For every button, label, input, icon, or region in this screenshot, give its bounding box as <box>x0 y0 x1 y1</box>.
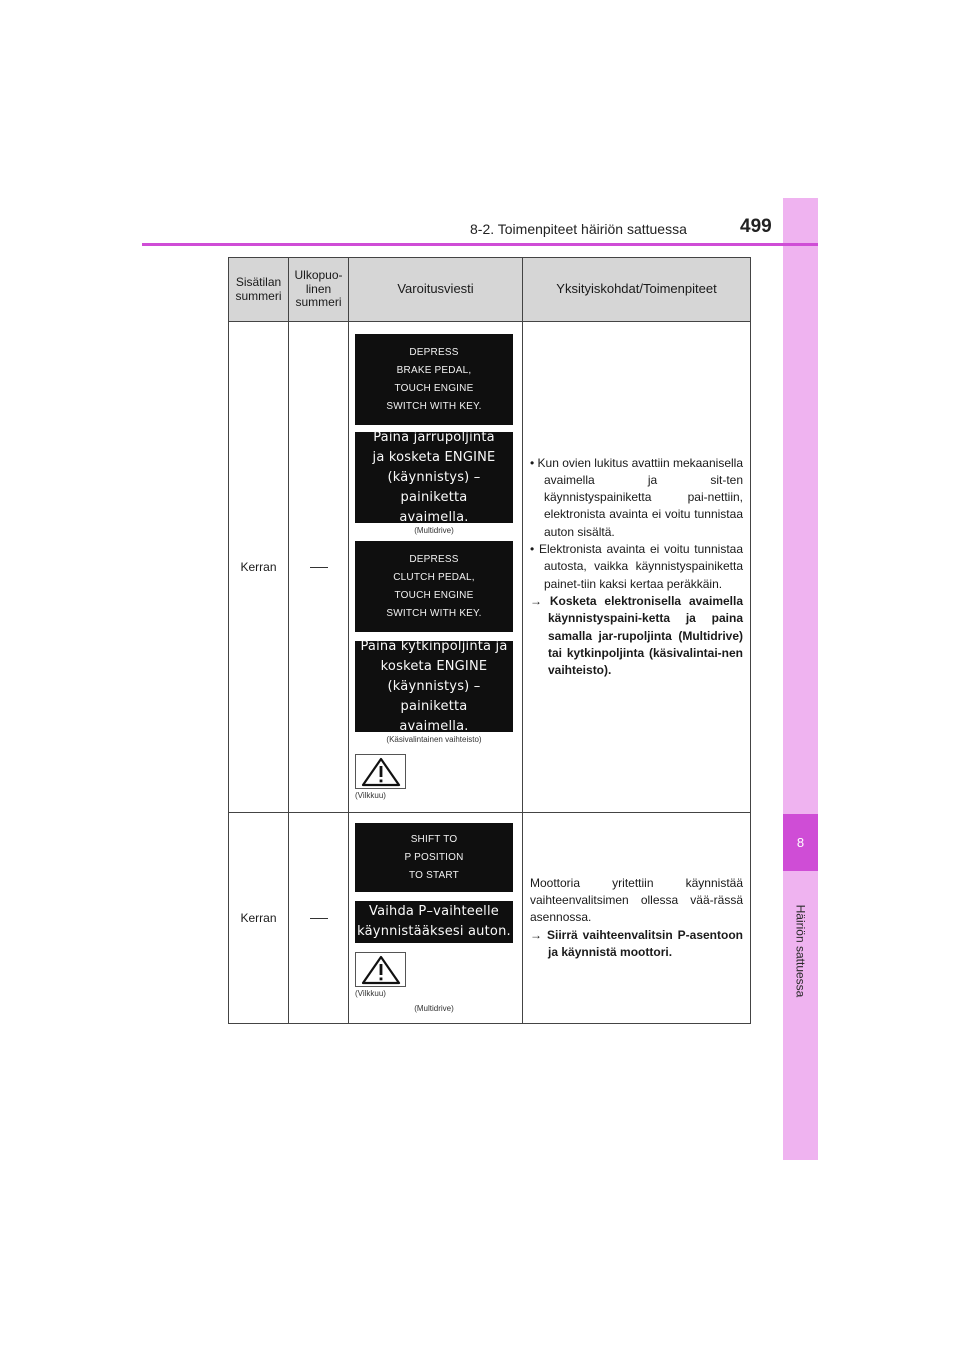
header-warning-message: Varoitusviesti <box>349 258 523 322</box>
chapter-number: 8 <box>783 814 818 871</box>
screen-caption: (Multidrive) <box>414 1004 454 1013</box>
warning-message-cell <box>349 813 523 1024</box>
warning-message-cell <box>349 322 523 813</box>
details-cell <box>523 813 751 1024</box>
warning-triangle-icon <box>355 952 406 987</box>
exterior-buzzer-cell <box>289 322 349 813</box>
interior-buzzer-cell: Kerran <box>229 813 289 1024</box>
table-row <box>229 322 751 813</box>
dash <box>310 918 328 919</box>
detail-bullet: • Kun ovien lukitus avattiin mekaanisella avaimella ja sit-ten käynnistyspainiketta pai-nettiin, elektronista avainta ei voitu tunnistaa auton sisältä. <box>530 455 743 539</box>
interior-buzzer-cell: Kerran <box>229 322 289 813</box>
screen-caption: (Käsivalintainen vaihteisto) <box>386 735 482 744</box>
detail-action: → Kosketa elektronisella avaimella käynnistyspaini-ketta ja paina samalla jar-rupoljinta (Multidrive) tai kytkinpoljinta (käsivalintai-nen vaihteisto). <box>530 593 743 678</box>
detail-text: Moottoria yritettiin käynnistää vaihteenvalitsimen ollessa vää-rässä asennossa. <box>530 875 743 925</box>
screen-caption: (Multidrive) <box>414 526 454 535</box>
detail-bullet: • Elektronista avainta ei voitu tunnistaa autosta, vaikka käynnistyspainiketta painet-tiin kaksi kertaa peräkkäin. <box>530 542 743 591</box>
chapter-label: Häiriön sattuessa <box>793 904 808 998</box>
chapter-side-tab <box>783 198 818 1160</box>
section-title: 8-2. Toimenpiteet häiriön sattuessa <box>470 221 687 237</box>
warning-table <box>228 257 751 1024</box>
dash <box>310 567 328 568</box>
table-header-row <box>229 258 751 322</box>
page-number: 499 <box>740 216 772 237</box>
display-screen: SHIFT TO P POSITION TO START <box>355 823 513 892</box>
display-screen: DEPRESS BRAKE PEDAL, TOUCH ENGINE SWITCH WITH KEY. <box>355 334 513 425</box>
display-screen: Paina kytkinpoljinta ja kosketa ENGINE (käynnistys) –painiketta avaimella. <box>355 641 513 732</box>
exterior-buzzer-cell <box>289 813 349 1024</box>
display-screen: Paina jarrupoljinta ja kosketa ENGINE (käynnistys) –painiketta avaimella. <box>355 432 513 523</box>
display-screen: DEPRESS CLUTCH PEDAL, TOUCH ENGINE SWITCH WITH KEY. <box>355 541 513 632</box>
details-cell <box>523 322 751 813</box>
detail-action: → Siirrä vaihteenvalitsin P-asentoon ja käynnistä moottori. <box>530 927 743 959</box>
display-screen: Vaihda P–vaihteelle käynnistääksesi auton. <box>355 901 513 943</box>
blink-caption: (Vilkkuu) <box>355 791 386 800</box>
warning-triangle-icon <box>355 754 406 789</box>
header-rule <box>142 243 818 246</box>
blink-caption: (Vilkkuu) <box>355 989 386 998</box>
header-exterior-buzzer: Ulkopuo- linen summeri <box>289 258 349 322</box>
table-row <box>229 813 751 1024</box>
header-interior-buzzer: Sisätilan summeri <box>229 258 289 322</box>
header-details: Yksityiskohdat/Toimenpiteet <box>523 258 751 322</box>
